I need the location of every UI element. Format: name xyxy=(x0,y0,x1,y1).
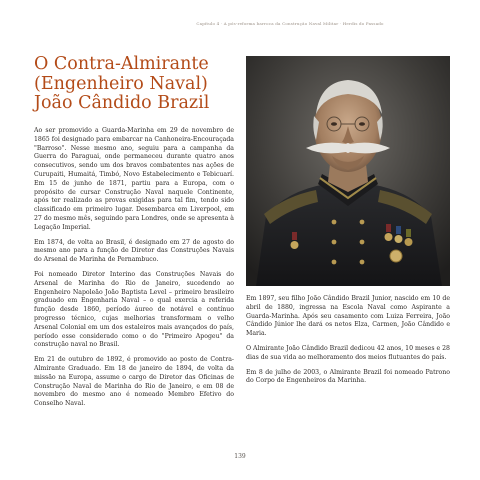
paragraph: Em 1874, de volta ao Brasil, é designado em 27 de agosto do mesmo ano para a função de Diretor das Construções Navais do Arsenal de Marinha de Pernambuco. xyxy=(34,238,234,264)
title-line-3: João Cândido Brazil xyxy=(34,93,210,113)
admiral-portrait xyxy=(246,56,450,286)
portrait-image xyxy=(246,56,450,286)
page-number: 139 xyxy=(234,453,246,460)
paragraph: Em 21 de outubro de 1892, é promovido ao posto de Contra-Almirante Graduado. Em 18 de janeiro de 1894, de volta da missão na Europa, assume o cargo de Diretor das Oficinas de Construção Naval de Marinha do Rio de Janeiro, e em 08 de novembro do mesmo ano é nomeado Membro Efetivo do Conselho Naval. xyxy=(34,356,234,408)
running-header: Capítulo 4 · A pós-reforma barroca da Construção Naval Militar · Herdis do Passado xyxy=(196,21,384,26)
paragraph: Em 8 de julho de 2003, o Almirante Brazil foi nomeado Patrono do Corpo de Engenheiros da Marinha. xyxy=(246,368,450,385)
paragraph: O Almirante João Cândido Brazil dedicou 42 anos, 10 meses e 28 dias de sua vida ao melhoramento dos meios flutuantes do país. xyxy=(246,344,450,361)
left-text-column xyxy=(34,127,234,415)
title-line-1: O Contra-Almirante xyxy=(34,54,209,74)
title-line-2: (Engenheiro Naval) xyxy=(34,73,208,94)
page-title xyxy=(34,55,234,114)
paragraph: Ao ser promovido a Guarda-Marinha em 29 de novembro de 1865 foi designado para embarcar na Canhoneira-Encouraçada "Barroso". Nesse mesmo ano, seguiu para a campanha da Guerra do Paraguai, onde permaneceu durante quatro anos consecutivos, sendo um dos bravos combatentes nas ações de Curupaiti, Humaitá, Timbó, Novo Estabelecimento e Tebicuarí. Em 15 de junho de 1871, partiu para a Europa, com o propósito de cursar Construção Naval naquele Continente, após ter realizado as provas exigidas para tal fim, tendo sido classificado em primeiro lugar. Desembarca em Liverpool, em 27 do mesmo mês, seguindo para Londres, onde se apresenta à Legação Imperial. xyxy=(34,127,234,231)
paragraph: Foi nomeado Diretor Interino das Construções Navais do Arsenal de Marinha do Rio de Janeiro, sucedendo ao Engenheiro Napoleão João Baptista Level – primeiro brasileiro graduado em Engenharia Naval – o qual exercia a referida função desde 1860, período áureo de notável e contínuo progresso técnico, cujas melhorias transformam o velho Arsenal Colonial em um dos estaleiros mais avançados do país, período esse considerado como o do "Primeiro Apogeu" da construção naval no Brasil. xyxy=(34,270,234,349)
paragraph: Em 1897, seu filho João Cândido Brazil Junior, nascido em 10 de abril de 1880, ingressa na Escola Naval como Aspirante a Guarda-Marinha. Após seu casamento com Luiza Ferreira, João Cândido Júnior lhe dará os netos Elza, Carmen, João Cândido e Maria. xyxy=(246,295,450,338)
right-text-column xyxy=(246,295,450,392)
